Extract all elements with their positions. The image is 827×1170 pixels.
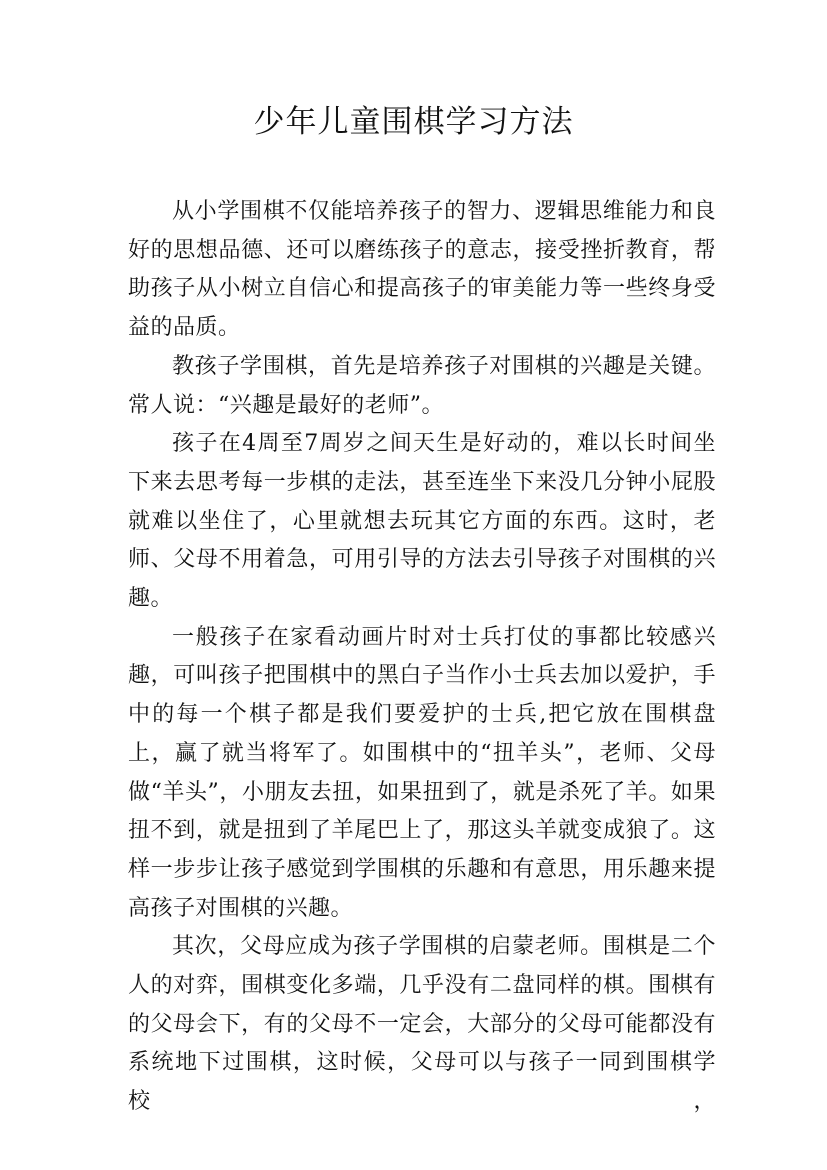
paragraph-3: 孩子在4周至7周岁之间天生是好动的，难以长时间坐下来去思考每一步棋的走法，甚至连坐下来没几分钟小屁股就难以坐住了，心里就想去玩其它方面的东西。这时，老师、父母不用着急，可用引导的方法去引导孩子对围棋的兴趣。 bbox=[128, 431, 716, 612]
paragraph-5: 其次，父母应成为孩子学围棋的启蒙老师。围棋是二个人的对弈，围棋变化多端，几乎没有二盘同样的棋。围棋有的父母会下，有的父母不一定会，大部分的父母可能都没有系统地下过围棋，这时候，父母可以与孩子一同到围棋学校， bbox=[128, 934, 716, 1115]
paragraph-4: 一般孩子在家看动画片时对士兵打仗的事都比较感兴趣，可叫孩子把围棋中的黑白子当作小士兵去加以爱护，手中的每一个棋子都是我们要爱护的士兵,把它放在围棋盘上，赢了就当将军了。如围棋中的“扭羊头”，老师、父母做“羊头”，小朋友去扭，如果扭到了，就是杀死了羊。如果扭不到，就是扭到了羊尾巴上了，那这头羊就变成狼了。这样一步步让孩子感觉到学围棋的乐趣和有意思，用乐趣来提高孩子对围棋的兴趣。 bbox=[128, 624, 716, 921]
paragraph-2: 教孩子学围棋，首先是培养孩子对围棋的兴趣是关键。常人说：“兴趣是最好的老师”。 bbox=[128, 353, 716, 418]
document-body bbox=[128, 193, 716, 1122]
document-title: 少年儿童围棋学习方法 bbox=[253, 104, 574, 140]
paragraph-1: 从小学围棋不仅能培养孩子的智力、逻辑思维能力和良好的思想品德、还可以磨练孩子的意志，接受挫折教育，帮助孩子从小树立自信心和提高孩子的审美能力等一些终身受益的品质。 bbox=[128, 199, 716, 341]
